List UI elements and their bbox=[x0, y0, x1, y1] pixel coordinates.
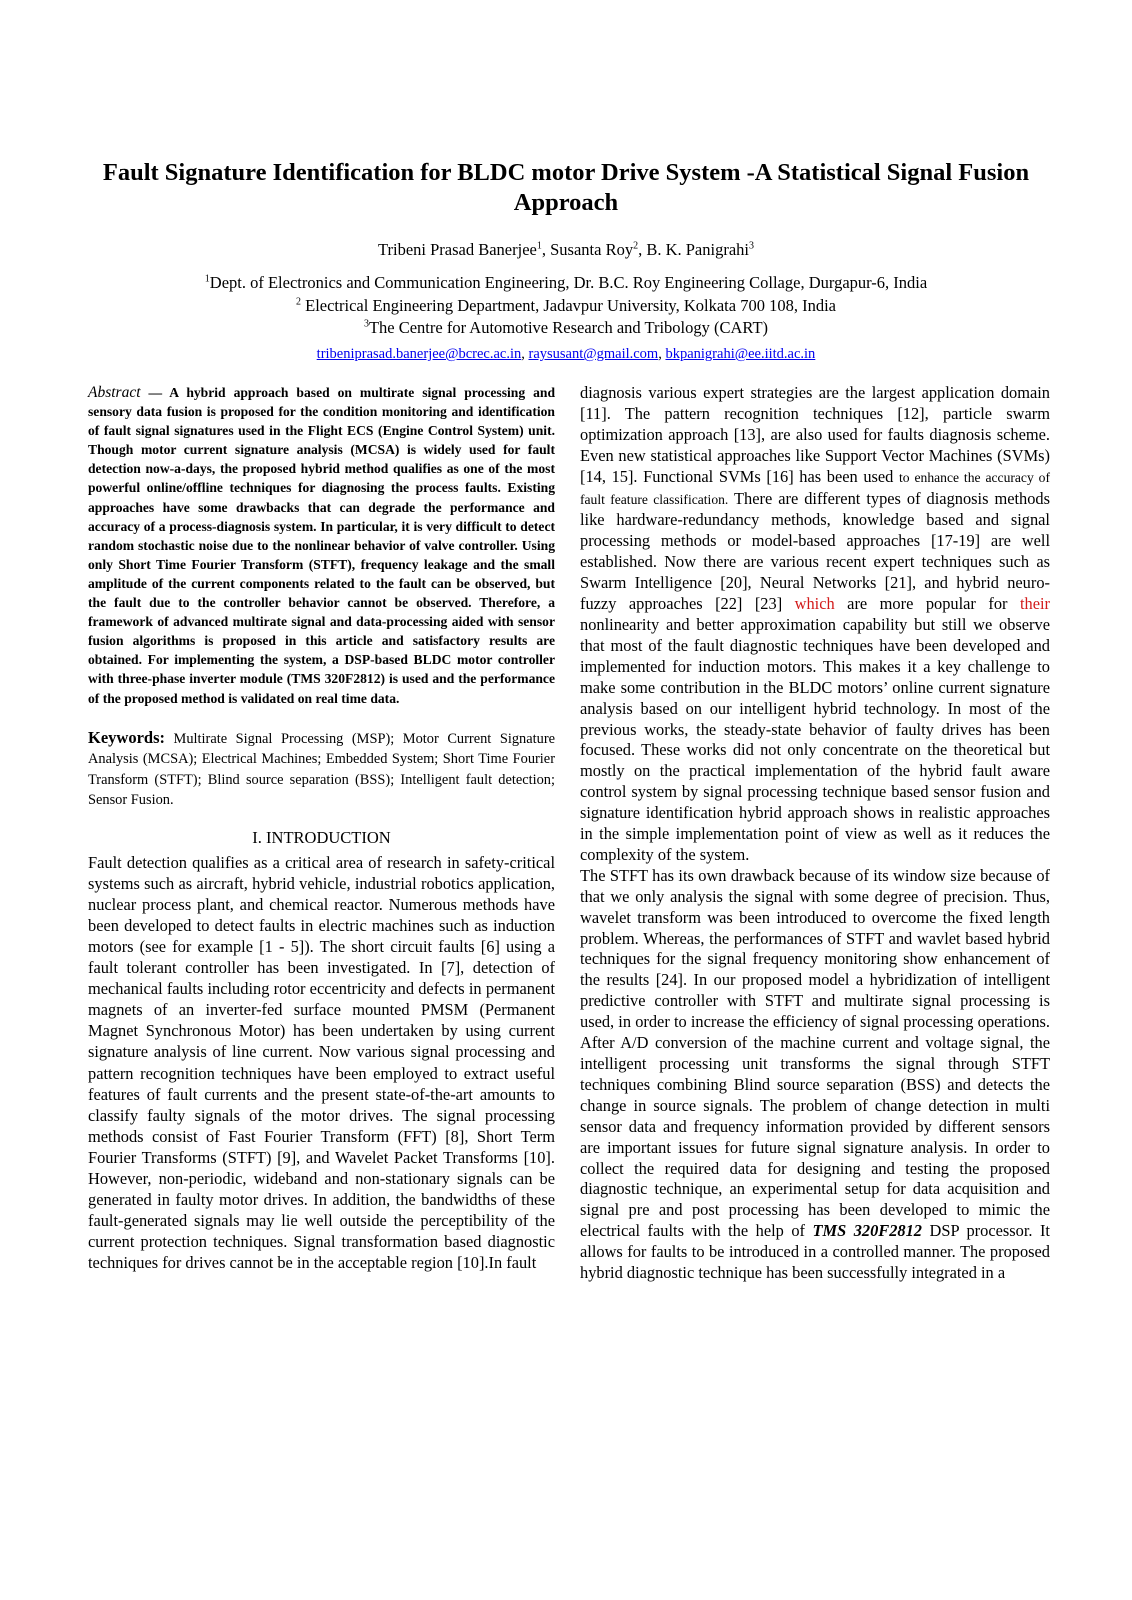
affiliation-line bbox=[90, 273, 1042, 293]
affiliation-superscript: 3 bbox=[363, 318, 369, 330]
highlighted-word: their bbox=[1019, 594, 1050, 614]
author-name: Tribeni Prasad Banerjee bbox=[378, 240, 537, 259]
email-separator: , bbox=[521, 346, 529, 362]
affiliation-text: Electrical Engineering Department, Jadavpur University, Kolkata 700 108, India bbox=[300, 296, 836, 315]
right-column bbox=[580, 383, 1050, 1284]
body-paragraph bbox=[580, 866, 1050, 1284]
author-superscript: 1 bbox=[536, 240, 542, 252]
body-paragraph bbox=[580, 383, 1050, 866]
email-link[interactable]: raysusant@gmail.com bbox=[528, 346, 659, 362]
author-separator: , bbox=[541, 240, 551, 259]
highlighted-word: which bbox=[794, 594, 835, 614]
affiliation-superscript: 2 bbox=[295, 296, 301, 308]
affiliation-text: The Centre for Automotive Research and Tribology (CART) bbox=[368, 318, 769, 337]
email-link[interactable]: tribeniprasad.banerjee@bcrec.ac.in bbox=[316, 346, 522, 362]
text-run: nonlinearity and better approximation capability but still we observe that most of the fault diagnostic techniques have been developed and implemented for induction motors. This makes it a key challenge to make some contribution in the BLDC motors’ online current signature analysis based on our intelligent hybrid technology. In most of the previous works, the steady-state behavior of faulty drives has been focused. These works did not only concentrate on the theoretical but mostly on the practical implementation of the hybrid fault aware control system by signal processing technique based sensor fusion and signature identification hybrid approach shows in realistic approaches in the simple implementation point of view as well as it reduces the complexity of the system. bbox=[580, 614, 1050, 864]
abstract-dash: — bbox=[140, 385, 170, 400]
abstract-text: A hybrid approach based on multirate signal processing and sensory data fusion is proposed for the condition monitoring and identification of fault signal signatures used in the Flight ECS (Engine Control System) unit. Though motor current signature analysis (MCSA) is widely used for fault detection now-a-days, the proposed hybrid method qualifies as one of the most powerful online/offline techniques for diagnosing the process faults. Existing approaches have some drawbacks that can degrade the performance and accuracy of a process-diagnosis system. In particular, it is very difficult to detect random stochastic noise due to the nonlinear behavior of valve controller. Using only Short Time Fourier Transform (STFT), frequency leakage and the small amplitude of the current components related to the fault can be observed, but the fault due to the controller behavior cannot be observed. Therefore, a framework of advanced multirate signal and data-processing aided with sensor fusion algorithms is proposed in this article and satisfactory results are obtained. For implementing the system, a DSP-based BLDC motor controller with three-phase inverter module (TMS 320F2812) is used and the performance of the proposed method is validated on real time data. bbox=[88, 385, 556, 706]
paper-title: Fault Signature Identification for BLDC motor Drive System -A Statistical Signal Fusion Approach bbox=[102, 159, 1030, 216]
keywords bbox=[88, 728, 555, 811]
text-run: diagnosis various expert strategies are the largest application domain [11]. The pattern recognition techniques [12], particle swarm optimization approach [13], are also used for faults diagnosis scheme. Even new statistical approaches like Support Vector Machines (SVMs) [14, 15]. Functional SVMs [16] has been used bbox=[580, 383, 1050, 486]
author-superscript: 2 bbox=[633, 240, 639, 252]
author-superscript: 3 bbox=[749, 240, 754, 252]
keywords-text: Multirate Signal Processing (MSP); Motor Current Signature Analysis (MCSA); Electrical Machines; Embedded System; Short Time Fourier Transform (STFT); Blind source separation (BSS); Intelligent fault detection; Sensor Fusion. bbox=[88, 730, 555, 809]
affiliation-text: Dept. of Electronics and Communication Engineering, Dr. B.C. Roy Engineering Collage, Durgapur-6, India bbox=[209, 273, 928, 292]
text-run: DSP processor. It allows for faults to be introduced in a controlled manner. The proposed hybrid diagnostic technique has been successfully integrated in a bbox=[580, 1221, 1050, 1283]
small-text-run: to enhance the accuracy of fault feature classification. bbox=[580, 469, 1050, 507]
emphasis-run: TMS 320F2812 bbox=[812, 1221, 923, 1241]
text-run: There are different types of diagnosis methods like hardware-redundancy methods, knowledge based and signal processing methods or model-based approaches [17-19] are well established. Now there are various recent expert techniques such as Swarm Intelligence [20], Neural Networks [21], and hybrid neuro-fuzzy approaches [22] [23] bbox=[580, 488, 1050, 614]
intro-paragraph: Fault detection qualifies as a critical area of research in safety-critical systems such as aircraft, hybrid vehicle, industrial robotics application, nuclear process plant, and chemical reactor. Numerous methods have been developed to detect faults in electric machines such as induction motors (see for example [1 - 5]). The short circuit faults [6] using a fault tolerant controller has been investigated. In [7], detection of mechanical faults including rotor eccentricity and defects in permanent magnets of an inverter-fed surface mounted PMSM (Permanent Magnet Synchronous Motor) has been undertaken by using current signature analysis of line current. Now various signal processing and pattern recognition techniques have been employed to extract useful features of fault currents and the present state-of-the-art amounts to classify faulty signals of the motor drives. The signal processing methods consist of Fast Fourier Transform (FFT) [8], Short Term Fourier Transforms (STFT) [9], and Wavelet Packet Transforms [10]. However, non-periodic, wideband and non-stationary signals can be generated in faulty motor drives. In addition, the bandwidths of these fault-generated signals may lie well outside the perceptibility of the current protection techniques. Signal transformation based diagnostic techniques for drives cannot be in the acceptable region [10].In fault bbox=[88, 852, 555, 1273]
author-name: Susanta Roy bbox=[550, 240, 634, 259]
affiliation-line bbox=[90, 296, 1042, 316]
affiliation-line bbox=[90, 318, 1042, 338]
email-link[interactable]: bkpanigrahi@ee.iitd.ac.in bbox=[665, 346, 816, 362]
email-list bbox=[90, 345, 1042, 363]
text-run: The STFT has its own drawback because of its window size because of that we only analysis the signal with some degree of precision. Thus, wavelet transform was been introduced to overcome the fixed length problem. Whereas, the performances of STFT and wavlet based hybrid techniques for the signal frequency monitoring show enhancement of the results [24]. In our proposed model a hybridization of intelligent predictive controller with STFT and multirate signal processing is used, in order to increase the efficiency of signal processing operations. After A/D conversion of the machine current and voltage signal, the intelligent processing unit transforms the signal through STFT techniques combining Blind source separation (BSS) and detects the change in source signals. The problem of change detection in multi sensor data and frequency information provided by different sensors are important issues for future signal signature analysis. In order to collect the required data for designing and testing the proposed diagnostic technique, an experimental setup for data acquisition and signal pre and post processing has been developed to mimic the electrical faults with the help of bbox=[580, 865, 1050, 1241]
author-name: B. K. Panigrahi bbox=[646, 240, 749, 259]
affiliation-superscript: 1 bbox=[204, 273, 210, 285]
author-separator: , bbox=[638, 240, 647, 259]
abstract bbox=[88, 383, 555, 708]
email-separator: , bbox=[658, 346, 666, 362]
keywords-label: Keywords: bbox=[88, 727, 165, 747]
left-column bbox=[88, 383, 555, 1273]
author-list bbox=[90, 240, 1042, 260]
text-run: are more popular for bbox=[834, 594, 1020, 614]
abstract-label: Abstract bbox=[88, 384, 141, 401]
section-heading: I. INTRODUCTION bbox=[252, 827, 391, 847]
